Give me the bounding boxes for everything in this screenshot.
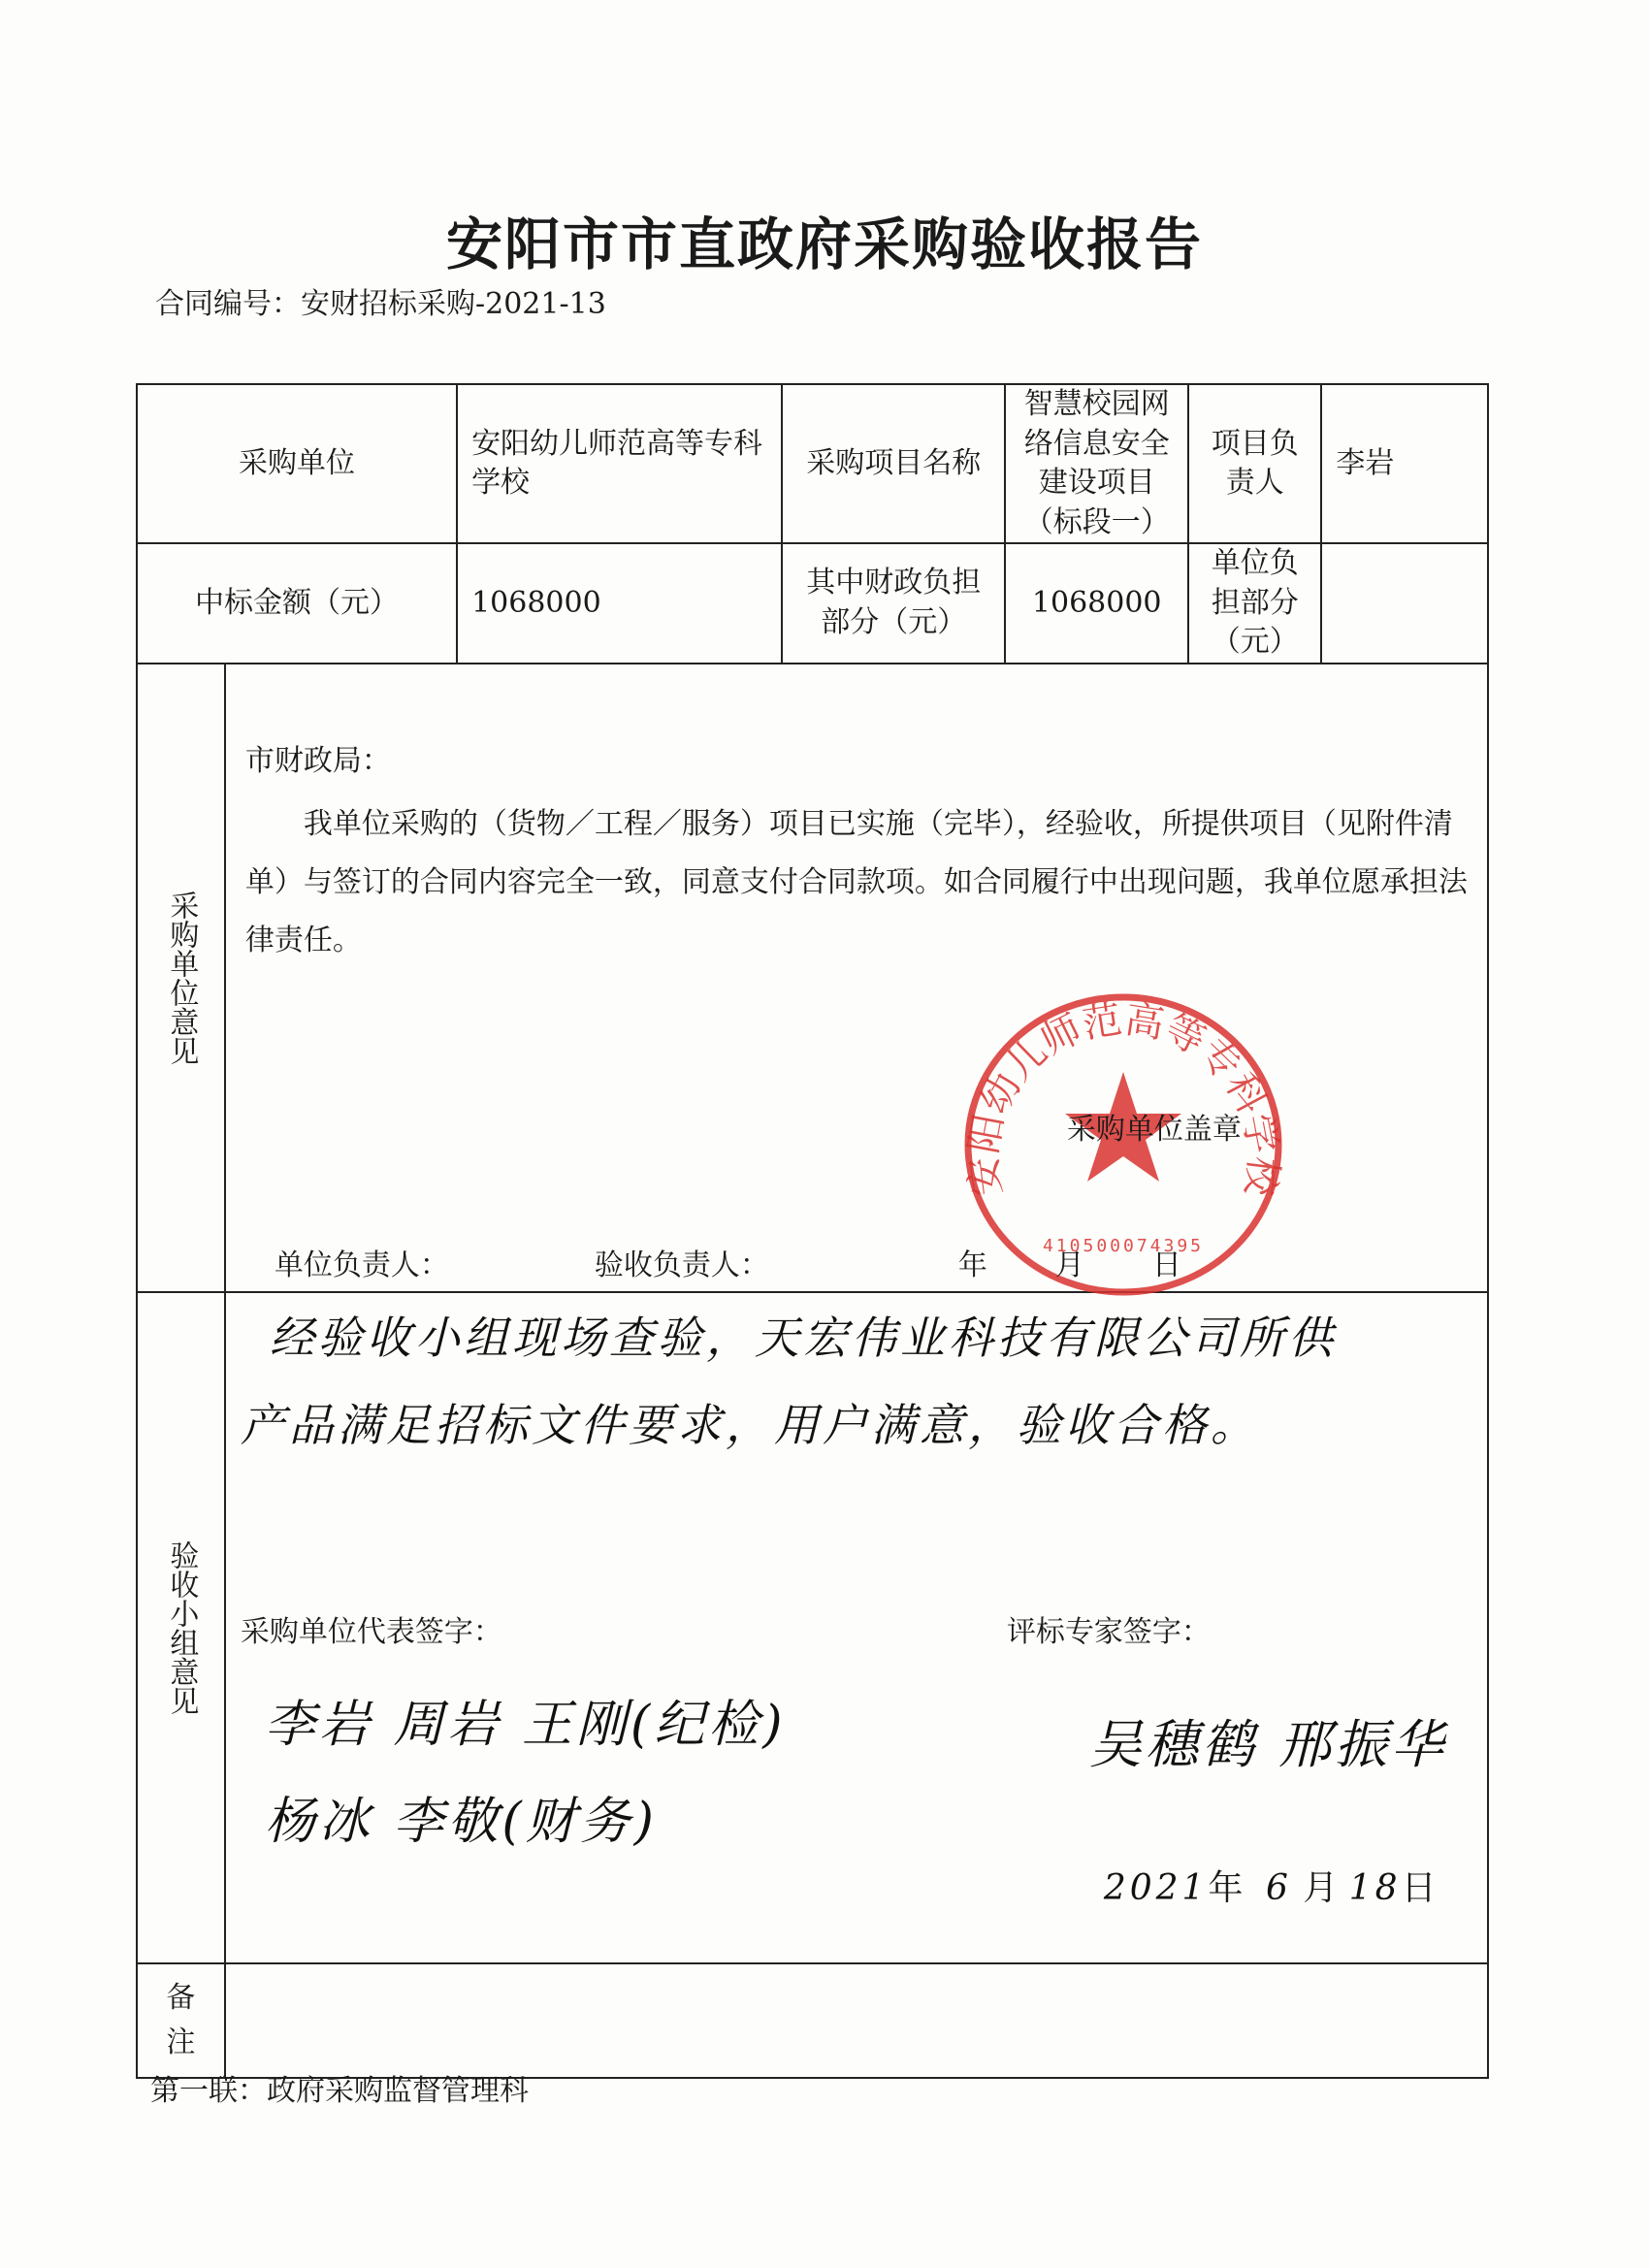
date-month-label: 月 <box>1054 1247 1084 1282</box>
handwritten-opinion-line1: 经验收小组现场查验，天宏伟业科技有限公司所供 <box>269 1311 1337 1364</box>
expert-sign-label: 评标专家签字： <box>1006 1614 1211 1649</box>
date-month: 6 <box>1265 1867 1292 1908</box>
acceptance-date <box>1104 1865 1437 1913</box>
amount-label: 中标金额（元） <box>137 543 457 664</box>
unit-value: 安阳幼儿师范高等专科学校 <box>457 384 782 543</box>
date-day: 18 <box>1348 1867 1402 1908</box>
svg-text:安阳幼儿师范高等专科学校: 安阳幼儿师范高等专科学校 <box>960 996 1286 1198</box>
expert-signatures: 吴穗鹤 邢振华 <box>1088 1713 1448 1775</box>
fiscal-value: 1068000 <box>1005 543 1188 664</box>
year-label: 年 <box>1208 1867 1244 1908</box>
day-label: 日 <box>1401 1867 1437 1908</box>
leader-value: 李岩 <box>1321 384 1488 543</box>
purchaser-signatures-row1: 李岩 周岩 王刚(纪检) <box>264 1695 787 1754</box>
date-day-label: 日 <box>1151 1247 1181 1282</box>
purchaser-signatures-row2: 杨冰 李敬(财务) <box>264 1792 658 1851</box>
opinion-cell <box>225 664 1488 1292</box>
acceptance-head-label: 验收负责人： <box>594 1247 769 1282</box>
project-label: 采购项目名称 <box>782 384 1005 543</box>
date-year: 2021 <box>1103 1867 1209 1908</box>
leader-label: 项目负责人 <box>1188 384 1321 543</box>
contract-number: 合同编号：安财招标采购-2021-13 <box>155 287 606 321</box>
opinion-body: 我单位采购的（货物／工程／服务）项目已实施（完毕），经验收，所提供项目（见附件清单）与签订的合同内容完全一致，同意支付合同款项。如合同履行中出现问题，我单位愿承担法律责任。 <box>244 806 1468 957</box>
fiscal-label: 其中财政负担部分（元） <box>782 543 1005 664</box>
amount-value: 1068000 <box>457 543 782 664</box>
purchaser-sign-label: 采购单位代表签字： <box>240 1614 502 1649</box>
footer-copy-note: 第一联：政府采购监督管理科 <box>150 2074 529 2108</box>
svg-text:410500074395: 410500074395 <box>1042 1235 1204 1256</box>
project-value: 智慧校园网络信息安全建设项目（标段一） <box>1005 384 1188 543</box>
opinion-label: 采购单位意见 <box>164 890 199 1065</box>
acceptance-label-cell <box>137 1292 225 1963</box>
opinion-label-cell <box>137 664 225 1292</box>
acceptance-cell <box>225 1292 1488 1963</box>
remarks-label: 备注 <box>166 1980 196 2059</box>
remarks-label-cell <box>137 1963 225 2078</box>
date-year-label: 年 <box>957 1247 987 1282</box>
page-title: 安阳市市直政府采购验收报告 <box>445 211 1203 277</box>
remarks-value <box>225 1963 1488 2078</box>
self-label: 单位负担部分（元） <box>1188 543 1321 664</box>
salutation: 市财政局： <box>244 743 391 778</box>
handwritten-opinion-line2: 产品满足招标文件要求，用户满意，验收合格。 <box>240 1398 1259 1451</box>
stamp-label: 采购单位盖章 <box>1066 1112 1242 1147</box>
acceptance-label: 验收小组意见 <box>164 1539 199 1715</box>
report-form <box>136 383 1489 2079</box>
unit-head-label: 单位负责人： <box>274 1247 449 1282</box>
unit-label: 采购单位 <box>137 384 457 543</box>
month-label: 月 <box>1303 1867 1339 1908</box>
self-value <box>1321 543 1488 664</box>
